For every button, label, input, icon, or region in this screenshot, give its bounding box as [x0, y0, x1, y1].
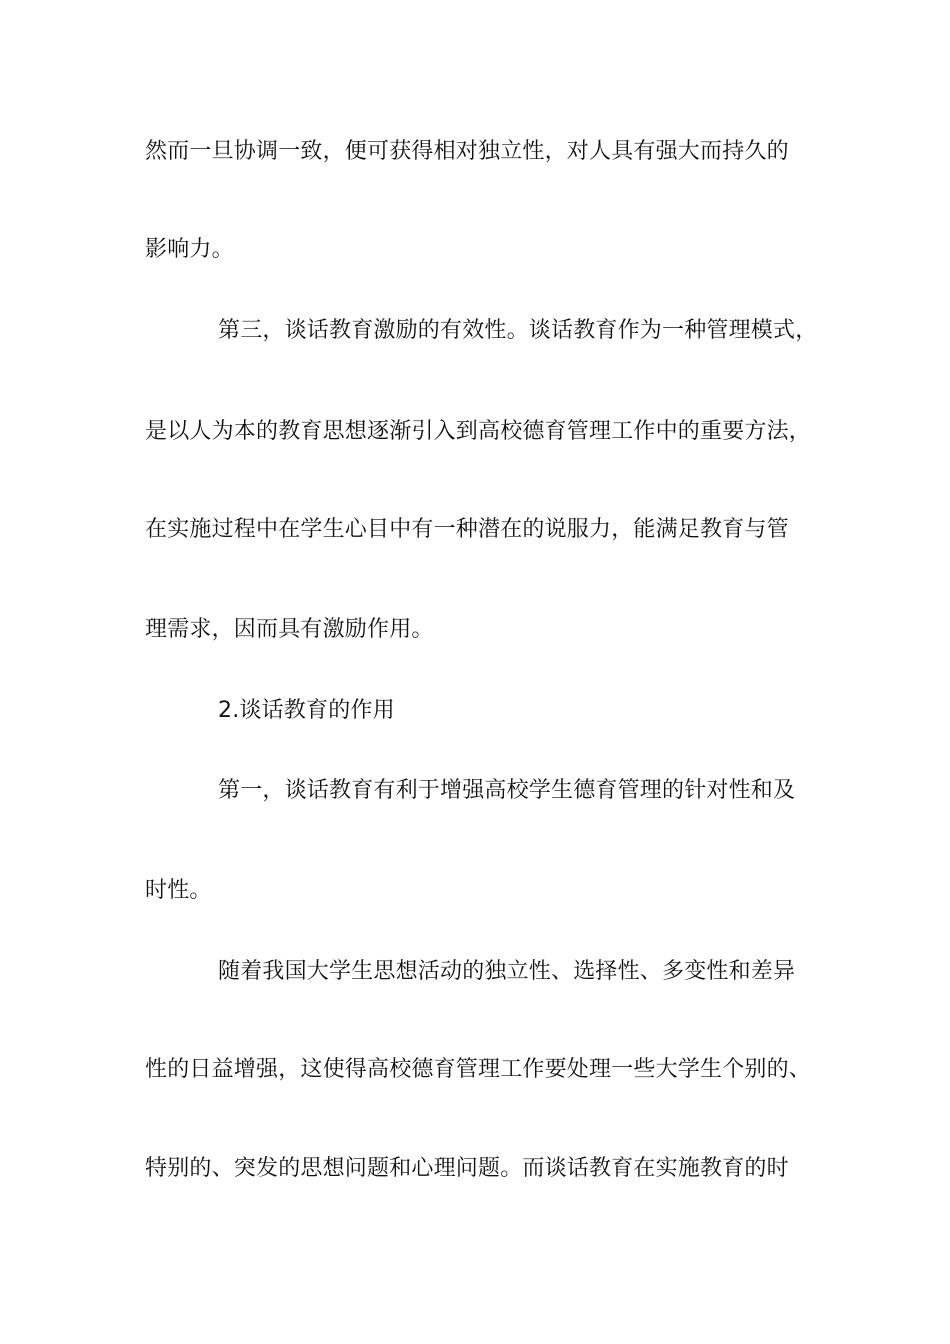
paragraph-line-9: 随着我国大学生思想活动的独立性、选择性、多变性和差异: [218, 959, 796, 984]
paragraph-line-3: 第三，谈话教育激励的有效性。谈话教育作为一种管理模式，: [218, 318, 818, 343]
paragraph-line-7: 第一，谈话教育有利于增强高校学生德育管理的针对性和及: [218, 778, 796, 803]
paragraph-line-8: 时性。: [145, 878, 212, 903]
paragraph-line-4: 是以人为本的教育思想逐渐引入到高校德育管理工作中的重要方法，: [145, 419, 812, 444]
paragraph-line-5: 在实施过程中在学生心目中有一种潜在的说服力，能满足教育与管: [145, 517, 789, 542]
section-heading: 2.谈话教育的作用: [218, 698, 395, 723]
paragraph-line-2: 影响力。: [145, 237, 234, 262]
paragraph-line-6: 理需求，因而具有激励作用。: [145, 617, 434, 642]
paragraph-line-1: 然而一旦协调一致，便可获得相对独立性，对人具有强大而持久的: [145, 139, 789, 164]
paragraph-line-11: 特别的、突发的思想问题和心理问题。而谈话教育在实施教育的时: [145, 1156, 789, 1181]
paragraph-line-10: 性的日益增强，这使得高校德育管理工作要处理一些大学生个别的、: [145, 1057, 812, 1082]
